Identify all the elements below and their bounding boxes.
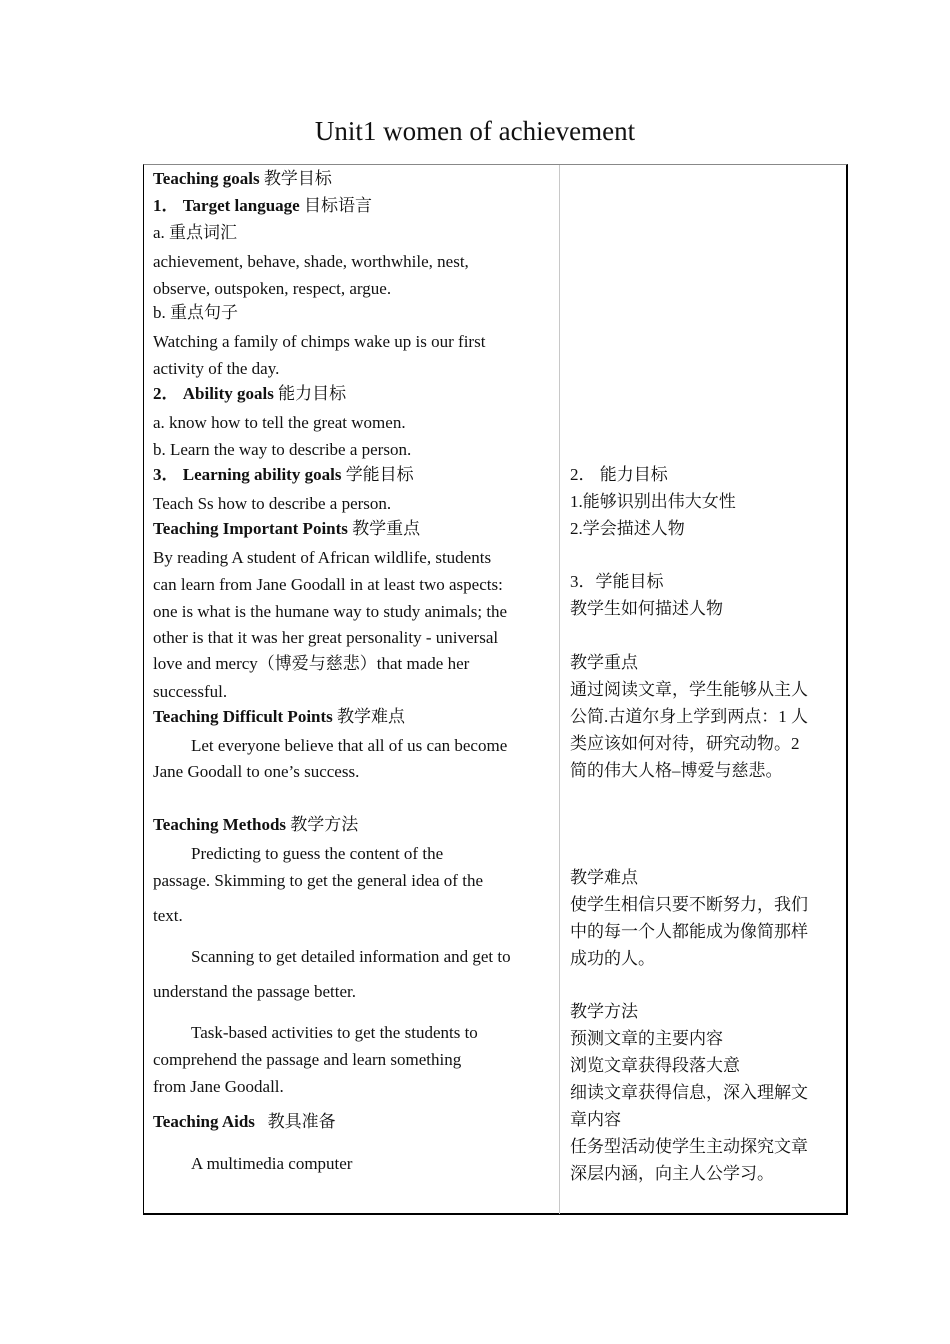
methods-line: Scanning to get detailed information and get to: [191, 947, 511, 966]
sentence-line: Watching a family of chimps wake up is our first: [153, 332, 486, 351]
sentence-label: b. 重点句子: [153, 303, 238, 322]
learning-goals-heading: 3． Learning ability goals 学能目标: [153, 465, 414, 484]
cn-difficult-line: 使学生相信只要不断努力，我们: [570, 895, 808, 914]
methods-line: passage. Skimming to get the general idea of the: [153, 871, 483, 890]
teaching-goals-heading: Teaching goals 教学目标: [153, 169, 332, 188]
vocab-label: a. 重点词汇: [153, 223, 238, 242]
difficult-points-line: Jane Goodall to one’s success.: [153, 762, 360, 781]
document-title: Unit1 women of achievement: [314, 116, 636, 146]
cn-learning-title: 3．学能目标: [570, 572, 664, 591]
methods-line: Task-based activities to get the students to: [191, 1023, 478, 1042]
important-points-line: can learn from Jane Goodall in at least two aspects:: [153, 575, 503, 594]
methods-line: text.: [153, 906, 183, 925]
ability-goals-heading: 2． Ability goals 能力目标: [153, 384, 347, 403]
important-points-line: other is that it was her great personality - universal: [153, 628, 499, 647]
methods-line: Predicting to guess the content of the: [191, 844, 444, 863]
methods-line: understand the passage better.: [153, 982, 356, 1001]
cn-important-title: 教学重点: [570, 653, 638, 672]
cn-important-line: 类应该如何对待，研究动物。2: [570, 734, 800, 753]
important-points-heading: Teaching Important Points 教学重点: [153, 519, 421, 538]
important-points-line: love and mercy（博爱与慈悲）that made her: [153, 654, 470, 673]
cn-difficult-line: 成功的人。: [570, 949, 655, 968]
target-language-heading: 1． Target language 目标语言: [153, 196, 372, 215]
teaching-aids-text: A multimedia computer: [191, 1154, 353, 1173]
sentence-line: activity of the day.: [153, 359, 280, 378]
important-points-line: one is what is the humane way to study animals; the: [153, 602, 508, 621]
cn-methods-line: 浏览文章获得段落大意: [570, 1056, 740, 1075]
difficult-points-heading: Teaching Difficult Points 教学难点: [153, 707, 406, 726]
cn-difficult-title: 教学难点: [570, 868, 638, 887]
important-points-line: By reading A student of African wildlife, students: [153, 548, 492, 567]
cn-ability-item: 1.能够识别出伟大女性: [570, 492, 736, 511]
cn-ability-title: 2． 能力目标: [570, 465, 668, 484]
vocab-line: observe, outspoken, respect, argue.: [153, 279, 392, 298]
cn-important-line: 通过阅读文章，学生能够从主人: [570, 680, 808, 699]
cn-methods-line: 深层内涵，向主人公学习。: [570, 1164, 774, 1183]
ability-item: a. know how to tell the great women.: [153, 413, 406, 432]
cn-ability-item: 2.学会描述人物: [570, 519, 685, 538]
methods-line: comprehend the passage and learn something: [153, 1050, 462, 1069]
learning-goals-text: Teach Ss how to describe a person.: [153, 494, 392, 513]
teaching-methods-heading: Teaching Methods 教学方法: [153, 815, 359, 834]
cn-methods-line: 任务型活动使学生主动探究文章: [570, 1137, 808, 1156]
cn-important-line: 公简.古道尔身上学到两点：1 人: [570, 707, 808, 726]
teaching-aids-heading: Teaching Aids 教具准备: [153, 1112, 336, 1131]
cn-important-line: 简的伟大人格–博爱与慈悲。: [570, 761, 783, 780]
difficult-points-line: Let everyone believe that all of us can become: [191, 736, 508, 755]
column-divider: [559, 165, 560, 1214]
methods-line: from Jane Goodall.: [153, 1077, 284, 1096]
cn-difficult-line: 中的每一个人都能成为像简那样: [570, 922, 808, 941]
cn-methods-line: 细读文章获得信息，深入理解文: [570, 1083, 808, 1102]
cn-methods-line: 预测文章的主要内容: [570, 1029, 723, 1048]
ability-item: b. Learn the way to describe a person.: [153, 440, 412, 459]
vocab-line: achievement, behave, shade, worthwhile, nest,: [153, 252, 469, 271]
cn-methods-line: 章内容: [570, 1110, 621, 1129]
important-points-line: successful.: [153, 682, 228, 701]
cn-learning-text: 教学生如何描述人物: [570, 599, 723, 618]
cn-methods-title: 教学方法: [570, 1002, 638, 1021]
